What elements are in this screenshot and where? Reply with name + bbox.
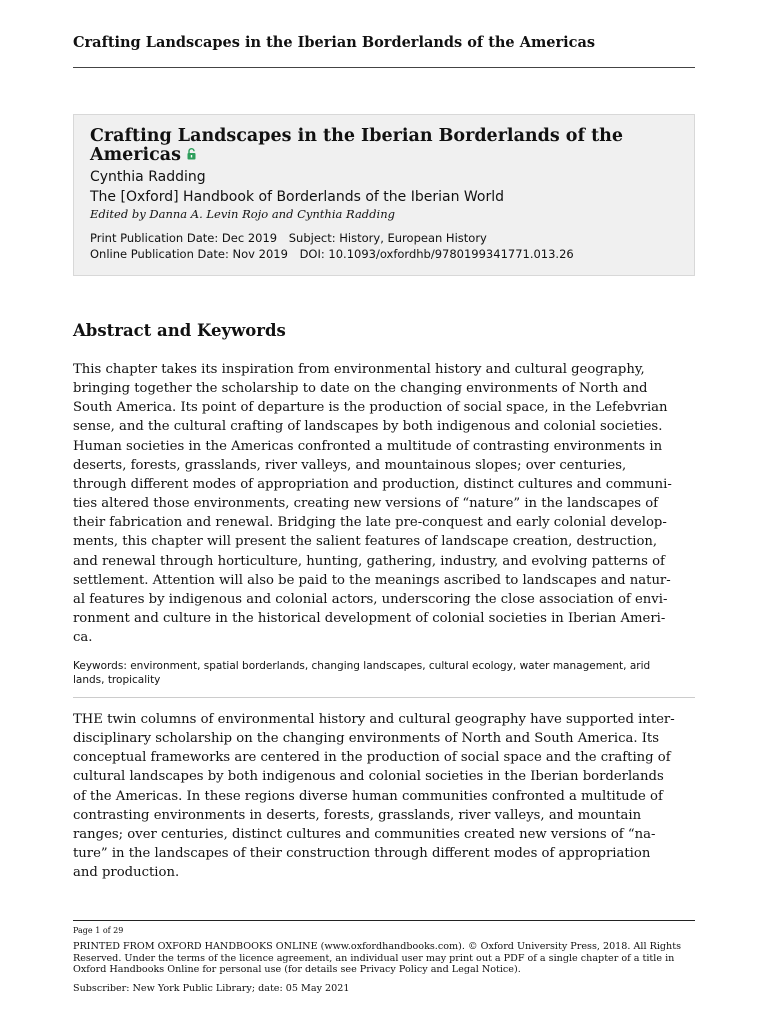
running-head: Crafting Landscapes in the Iberian Borderlands of the Americas	[73, 34, 596, 51]
chapter-title-line: Americas	[90, 146, 678, 165]
abstract-line: Human societies in the Americas confronted a multitude of contrasting environments in	[73, 438, 663, 454]
body-line: ture” in the landscapes of their construction through different modes of appropriation	[73, 846, 651, 862]
copyright-line: PRINTED FROM OXFORD HANDBOOKS ONLINE (www.oxfordhandbooks.com). © Oxford University Press, 2018. All Rights	[73, 941, 681, 952]
copyright-line: Reserved. Under the terms of the licence agreement, an individual user may print out a PDF of a single chapter of a title in	[73, 952, 675, 964]
abstract-line: ca.	[73, 630, 93, 646]
print-date-label: Print Publication Date:	[90, 231, 219, 245]
abstract-line: South America. Its point of departure is the production of social space, in the Lefebvrian	[73, 400, 668, 416]
print-publication-row	[90, 230, 678, 246]
page-number: Page 1 of 29	[73, 926, 124, 935]
copyright-line: Oxford Handbooks Online for personal use (for details see Privacy Policy and Legal Notice).	[73, 964, 521, 975]
abstract-line: through different modes of appropriation and production, distinct cultures and communi-	[73, 476, 672, 492]
subject: History, European History	[339, 231, 487, 245]
abstract-line: This chapter takes its inspiration from environmental history and cultural geography,	[73, 362, 645, 377]
body-line: contrasting environments in deserts, forests, grasslands, river valleys, and mountain	[73, 807, 642, 823]
abstract-line: ments, this chapter will present the salient features of landscape creation, destruction,	[73, 534, 658, 550]
copyright-notice	[73, 941, 695, 976]
abstract-line: ronment and culture in the historical development of colonial societies in Iberian Ameri-	[73, 611, 666, 627]
body-line: and production.	[73, 865, 180, 881]
keywords-line	[73, 659, 695, 673]
abstract-line: settlement. Attention will also be paid to the meanings ascribed to landscapes and natur-	[73, 572, 671, 588]
body-paragraph	[73, 710, 695, 882]
chapter-title-line: Crafting Landscapes in the Iberian Borderlands of the	[90, 126, 624, 146]
keywords-list: environment, spatial borderlands, changing landscapes, cultural ecology, water management, arid	[130, 660, 651, 672]
footer-divider	[73, 920, 695, 921]
abstract-line: deserts, forests, grasslands, river valleys, and mountainous slopes; over centuries,	[73, 457, 627, 473]
body-line: ranges; over centuries, distinct cultures and communities created new versions of “na-	[73, 826, 656, 842]
open-access-lock-icon	[187, 146, 196, 165]
body-line: of the Americas. In these regions diverse human communities confronted a multitude of	[73, 788, 663, 804]
abstract-line: their fabrication and renewal. Bridging the late pre-conquest and early colonial develop-	[73, 515, 667, 531]
keywords-label: Keywords:	[73, 660, 127, 672]
author-name: Cynthia Radding	[90, 169, 206, 185]
body-line: disciplinary scholarship on the changing environments of North and South America. Its	[73, 731, 659, 747]
section-divider	[73, 697, 695, 698]
print-date: Dec 2019	[221, 231, 278, 245]
book-title: The [Oxford] Handbook of Borderlands of the Iberian World	[90, 189, 505, 205]
doi-label: DOI:	[299, 247, 325, 261]
abstract-text	[73, 360, 695, 647]
editors: Edited by Danna A. Levin Rojo and Cynthia Radding	[90, 207, 395, 221]
subscriber-info: Subscriber: New York Public Library; date: 05 May 2021	[73, 983, 350, 994]
abstract-heading: Abstract and Keywords	[73, 321, 286, 340]
body-line: THE twin columns of environmental history and cultural geography have supported inter-	[73, 712, 675, 727]
doi[interactable]: 10.1093/oxfordhb/9780199341771.013.26	[328, 247, 574, 261]
online-date-label: Online Publication Date:	[90, 247, 229, 261]
abstract-line: and renewal through horticulture, hunting, gathering, industry, and evolving patterns of	[73, 553, 665, 569]
subject-label: Subject:	[288, 231, 336, 245]
abstract-line: ties altered those environments, creating new versions of “nature” in the landscapes of	[73, 496, 659, 512]
body-line: conceptual frameworks are centered in the production of social space and the crafting of	[73, 750, 671, 766]
abstract-line: sense, and the cultural crafting of landscapes by both indigenous and colonial societies.	[73, 419, 663, 435]
online-publication-row	[90, 246, 678, 262]
body-line: cultural landscapes by both indigenous and colonial societies in the Iberian borderlands	[73, 769, 664, 785]
chapter-metadata-box	[73, 114, 695, 276]
abstract-line: al features by indigenous and colonial actors, underscoring the close association of envi-	[73, 591, 668, 607]
keywords	[73, 659, 695, 687]
chapter-title	[90, 127, 678, 165]
header-divider	[73, 67, 695, 68]
abstract-line: bringing together the scholarship to date on the changing environments of North and	[73, 381, 648, 397]
publication-info	[90, 230, 678, 262]
online-date: Nov 2019	[232, 247, 288, 261]
keywords-line: lands, tropicality	[73, 674, 161, 686]
